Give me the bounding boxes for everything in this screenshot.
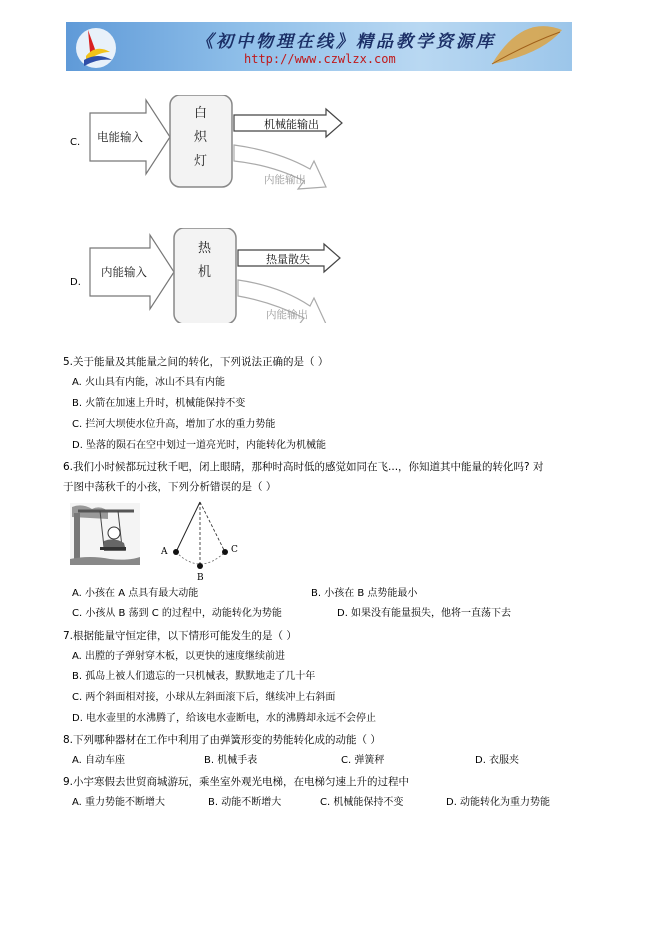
decorative-leaf-icon: [482, 24, 566, 70]
q6-option-c[interactable]: C. 小孩从 B 荡到 C 的过程中，动能转化为势能: [72, 608, 282, 619]
q6-option-a[interactable]: A. 小孩在 A 点具有最大动能: [72, 588, 199, 599]
q9-option-c[interactable]: C. 机械能保持不变: [320, 797, 404, 808]
heat-engine-energy-diagram: [88, 228, 368, 323]
option-c-label: C.: [70, 137, 81, 148]
box-char-1: 白: [194, 106, 208, 121]
box-char-3: 灯: [194, 154, 208, 169]
q9-option-d[interactable]: D. 动能转化为重力势能: [446, 797, 551, 808]
q6-option-d[interactable]: D. 如果没有能量损失，他将一直荡下去: [337, 608, 512, 619]
site-logo-icon: [66, 22, 126, 71]
point-a-label: A: [161, 547, 168, 557]
question-9-stem: 9.小宇寒假去世贸商城游玩，乘坐室外观光电梯，在电梯匀速上升的过程中: [63, 776, 410, 788]
question-6-stem-line1: 6.我们小时候都玩过秋千吧，闭上眼睛，那种时高时低的感觉如同在飞...，你知道其中能量的转化吗? 对: [63, 461, 544, 473]
q7-option-b[interactable]: B. 孤岛上被人们遗忘的一只机械表，默默地走了几十年: [72, 671, 316, 682]
q8-option-c[interactable]: C. 弹簧秤: [341, 755, 385, 766]
q9-option-a[interactable]: A. 重力势能不断增大: [72, 797, 166, 808]
q5-option-a[interactable]: A. 火山具有内能，冰山不具有内能: [72, 377, 226, 388]
q7-option-a[interactable]: A. 出膛的子弹射穿木板，以更快的速度继续前进: [72, 651, 286, 662]
q8-option-b[interactable]: B. 机械手表: [204, 755, 258, 766]
q7-option-c[interactable]: C. 两个斜面相对接，小球从左斜面滚下后，继续冲上右斜面: [72, 692, 336, 703]
banner-title: 《初中物理在线》精品教学资源库: [196, 32, 496, 52]
q5-option-d[interactable]: D. 坠落的陨石在空中划过一道亮光时，内能转化为机械能: [72, 440, 327, 451]
question-6-stem-line2: 于图中荡秋千的小孩，下列分析错误的是（ ）: [63, 481, 277, 493]
q7-option-d[interactable]: D. 电水壶里的水沸腾了，给该电水壶断电，水的沸腾却永远不会停止: [72, 713, 377, 724]
q6-option-b[interactable]: B. 小孩在 B 点势能最小: [311, 588, 418, 599]
box-char-2: 机: [198, 265, 212, 280]
q8-option-d[interactable]: D. 衣服夹: [475, 755, 520, 766]
output-1-label: 热量散失: [266, 253, 310, 266]
header-banner: [66, 22, 572, 71]
input-label: 电能输入: [97, 130, 143, 144]
question-8-stem: 8.下列哪种器材在工作中利用了由弹簧形变的势能转化成的动能（ ）: [63, 734, 381, 746]
output-2-label: 内能输出: [264, 174, 306, 186]
swing-child-illustration-icon: [70, 503, 140, 565]
q5-option-c[interactable]: C. 拦河大坝使水位升高，增加了水的重力势能: [72, 419, 276, 430]
point-c-label: C: [231, 545, 238, 555]
pendulum-diagram: [157, 500, 239, 584]
box-char-2: 炽: [194, 130, 208, 145]
output-2-label: 内能输出: [266, 309, 308, 321]
q9-option-b[interactable]: B. 动能不断增大: [208, 797, 282, 808]
question-7-stem: 7.根据能量守恒定律，以下情形可能发生的是（ ）: [63, 630, 297, 642]
input-label: 内能输入: [101, 265, 147, 279]
question-5-stem: 5.关于能量及其能量之间的转化，下列说法正确的是（ ）: [63, 356, 329, 368]
option-d-label: D.: [70, 277, 81, 288]
point-b-label: B: [197, 573, 204, 583]
q8-option-a[interactable]: A. 自动车座: [72, 755, 126, 766]
output-1-label: 机械能输出: [264, 118, 319, 131]
box-char-1: 热: [198, 241, 212, 256]
q5-option-b[interactable]: B. 火箭在加速上升时，机械能保持不变: [72, 398, 246, 409]
incandescent-energy-diagram: [88, 95, 368, 190]
banner-url[interactable]: http://www.czwlzx.com: [244, 52, 396, 66]
